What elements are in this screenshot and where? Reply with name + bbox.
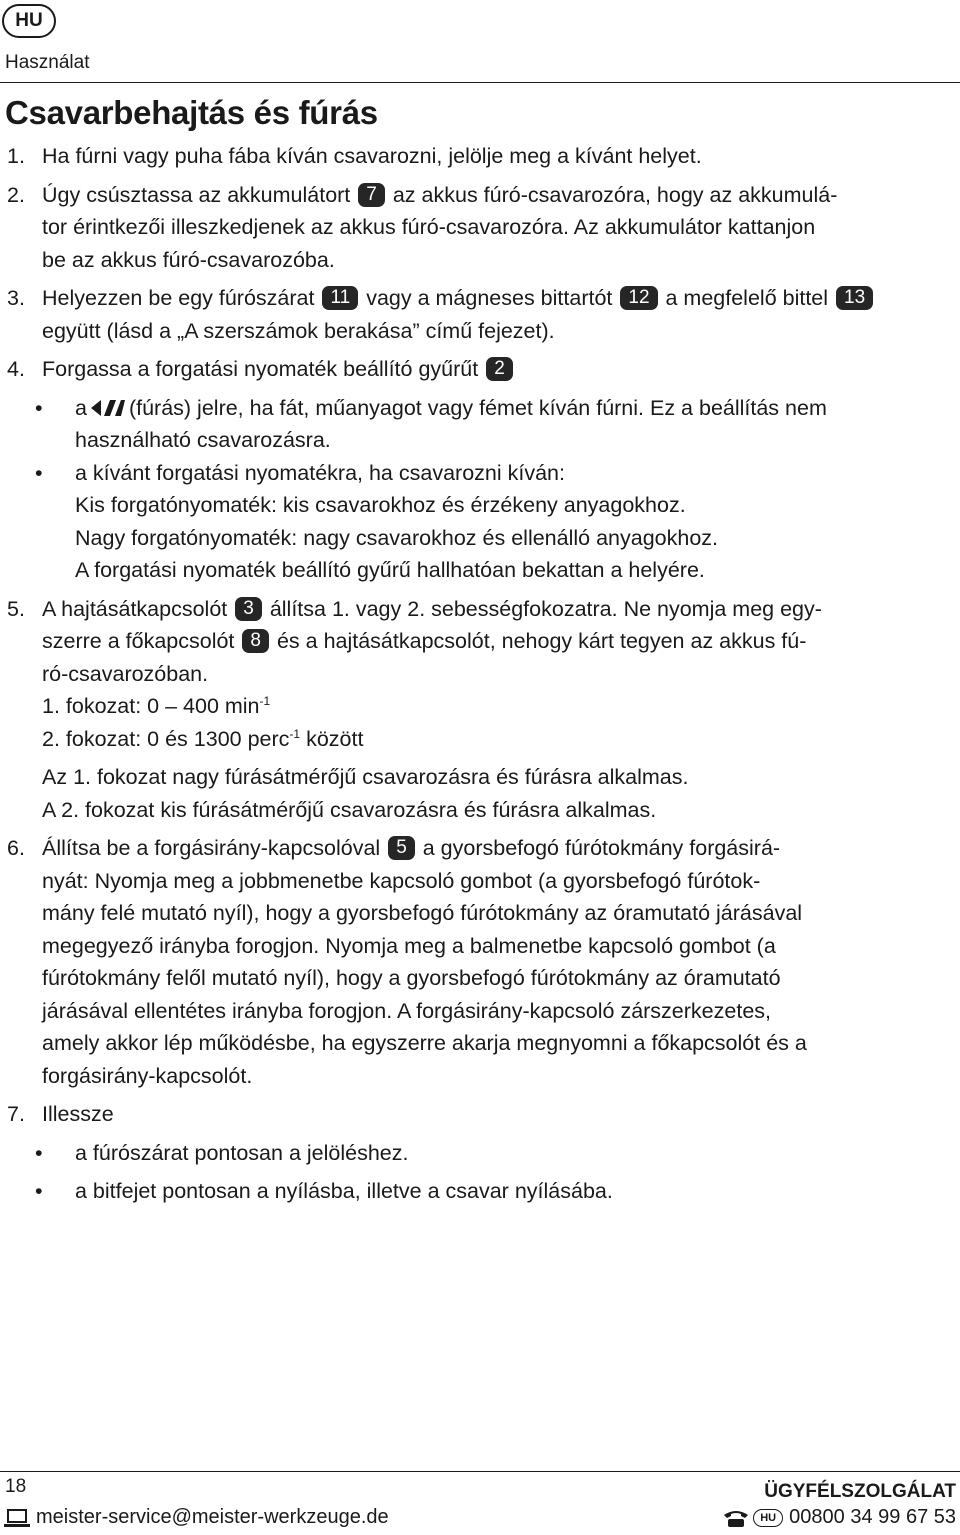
phone-number[interactable]: 00800 34 99 67 53 xyxy=(789,1506,956,1528)
page-title: Csavarbehajtás és fúrás xyxy=(5,94,378,131)
service-phone xyxy=(723,1506,956,1529)
part-badge-13: 13 xyxy=(836,286,873,310)
part-badge-3: 3 xyxy=(235,597,262,621)
gear-spec: 1. fokozat: 0 – 400 min xyxy=(42,694,260,718)
step-number: 6. xyxy=(7,836,25,860)
service-heading: ÜGYFÉLSZOLGÁLAT xyxy=(764,1481,956,1502)
step-text: fúrótokmány felől mutató nyíl), hogy a gyorsbefogó fúrótokmány az óramutató xyxy=(42,966,781,990)
bullet-dot: • xyxy=(35,1179,43,1203)
bullet-text: (fúrás) jelre, ha fát, műanyagot vagy fémet kíván fúrni. Ez a beállítás nem xyxy=(128,395,827,420)
step-1 xyxy=(0,140,960,173)
step-text: Ha fúrni vagy puha fába kíván csavarozni, jelölje meg a kívánt helyet. xyxy=(42,144,702,168)
step-4 xyxy=(0,353,960,386)
part-badge-12: 12 xyxy=(620,286,657,310)
section-label: Használat xyxy=(5,52,90,73)
language-badge: HU xyxy=(2,4,56,38)
step-text: Helyezzen be egy fúrószárat xyxy=(42,286,315,310)
step-number: 5. xyxy=(7,596,25,621)
footer-divider xyxy=(0,1471,960,1472)
step-text: Állítsa be a forgásirány-kapcsolóval xyxy=(42,836,381,860)
step-number: 2. xyxy=(7,182,25,207)
bullet-dot: • xyxy=(35,395,43,420)
step-text: együtt (lásd a „A szerszámok berakása” című fejezet). xyxy=(42,318,555,343)
bullet-text: Kis forgatónyomaték: kis csavarokhoz és érzékeny anyagokhoz. xyxy=(75,493,686,517)
step-number: 7. xyxy=(7,1102,25,1126)
step-text: szerre a főkapcsolót xyxy=(42,629,235,653)
bullet-dot: • xyxy=(35,1140,43,1165)
bullet-text: a kívánt forgatási nyomatékra, ha csavarozni kíván: xyxy=(75,460,565,485)
laptop-icon xyxy=(4,1508,30,1528)
bullet-text: a xyxy=(75,395,87,420)
header-divider xyxy=(0,82,960,83)
step-text: az akkus fúró-csavarozóra, hogy az akkumulá- xyxy=(392,182,838,207)
step-text: Forgassa a forgatási nyomaték beállító gyűrűt xyxy=(42,357,479,381)
part-badge-2: 2 xyxy=(486,357,513,381)
step-6 xyxy=(0,832,960,1092)
instructions xyxy=(0,140,960,1208)
step-number: 4. xyxy=(7,357,25,381)
step-text: tor érintkezői illeszkedjenek az akkus fúró-csavarozóra. Az akkumulátor kattanjon xyxy=(42,215,816,239)
gear-note: A 2. fokozat kis fúrásátmérőjű csavarozásra és fúrásra alkalmas. xyxy=(42,797,657,822)
step-text: mány felé mutató nyíl), hogy a gyorsbefogó fúrótokmány az óramutató járásával xyxy=(42,901,803,925)
bullet-item xyxy=(0,457,960,587)
part-badge-5: 5 xyxy=(388,836,415,860)
step-text: a megfelelő bittel xyxy=(665,286,829,310)
step-text: nyát: Nyomja meg a jobbmenetbe kapcsoló gombot (a gyorsbefogó fúrótok- xyxy=(42,868,761,893)
gear-spec: között xyxy=(306,726,364,751)
bullet-text: a fúrószárat pontosan a jelöléshez. xyxy=(75,1140,409,1165)
step-text: megegyező irányba forogjon. Nyomja meg a balmenetbe kapcsoló gombot (a xyxy=(42,933,776,958)
superscript: -1 xyxy=(289,726,301,741)
bullet-text: a bitfejet pontosan a nyílásba, illetve a csavar nyílásába. xyxy=(75,1179,613,1203)
step-text: Illessze xyxy=(42,1102,114,1126)
part-badge-7: 7 xyxy=(358,183,385,207)
part-badge-8: 8 xyxy=(242,629,269,653)
step-2 xyxy=(0,179,960,277)
step-text: amely akkor lép működésbe, ha egyszerre akarja megnyomni a főkapcsolót és a xyxy=(42,1031,807,1055)
bullet-text: használható csavarozásra. xyxy=(75,428,331,452)
page-number: 18 xyxy=(5,1476,27,1497)
bullet-item xyxy=(0,1137,960,1170)
part-badge-11: 11 xyxy=(322,286,358,310)
step-text: be az akkus fúró-csavarozóba. xyxy=(42,247,335,272)
bullet-item xyxy=(0,392,960,457)
step-number: 1. xyxy=(7,144,25,168)
gear-spec: 2. fokozat: 0 és 1300 perc xyxy=(42,726,290,751)
step-7 xyxy=(0,1098,960,1131)
step-text: A hajtásátkapcsolót xyxy=(42,596,228,621)
step-text: ró-csavarozóban. xyxy=(42,661,209,686)
step-number: 3. xyxy=(7,286,25,310)
bullet-text: Nagy forgatónyomaték: nagy csavarokhoz és ellenálló anyagokhoz. xyxy=(75,525,718,550)
step-3 xyxy=(0,282,960,347)
service-email xyxy=(4,1506,389,1529)
email-address[interactable]: meister-service@meister-werkzeuge.de xyxy=(36,1506,389,1528)
step-text: forgásirány-kapcsolót. xyxy=(42,1063,253,1088)
drill-mode-icon xyxy=(91,399,125,417)
gear-note: Az 1. fokozat nagy fúrásátmérőjű csavarozásra és fúrásra alkalmas. xyxy=(42,765,689,789)
step-text: járásával ellentétes irányba forogjon. A forgásirány-kapcsoló zárszerkezetes, xyxy=(42,998,771,1023)
step-text: a gyorsbefogó fúrótokmány forgásirá- xyxy=(422,836,781,860)
telephone-icon xyxy=(723,1508,749,1528)
step-text: Úgy csúsztassa az akkumulátort xyxy=(42,182,351,207)
step-5 xyxy=(0,593,960,827)
step-text: és a hajtásátkapcsolót, nehogy kárt tegyen az akkus fú- xyxy=(276,629,807,653)
bullet-text: A forgatási nyomaték beállító gyűrű hallhatóan bekattan a helyére. xyxy=(75,558,705,582)
step-text: vagy a mágneses bittartót xyxy=(366,286,613,310)
step-text: állítsa 1. vagy 2. sebességfokozatra. Ne nyomja meg egy- xyxy=(269,596,822,621)
language-mini-badge: HU xyxy=(753,1509,783,1527)
bullet-dot: • xyxy=(35,460,43,485)
bullet-item xyxy=(0,1175,960,1208)
superscript: -1 xyxy=(259,693,271,708)
